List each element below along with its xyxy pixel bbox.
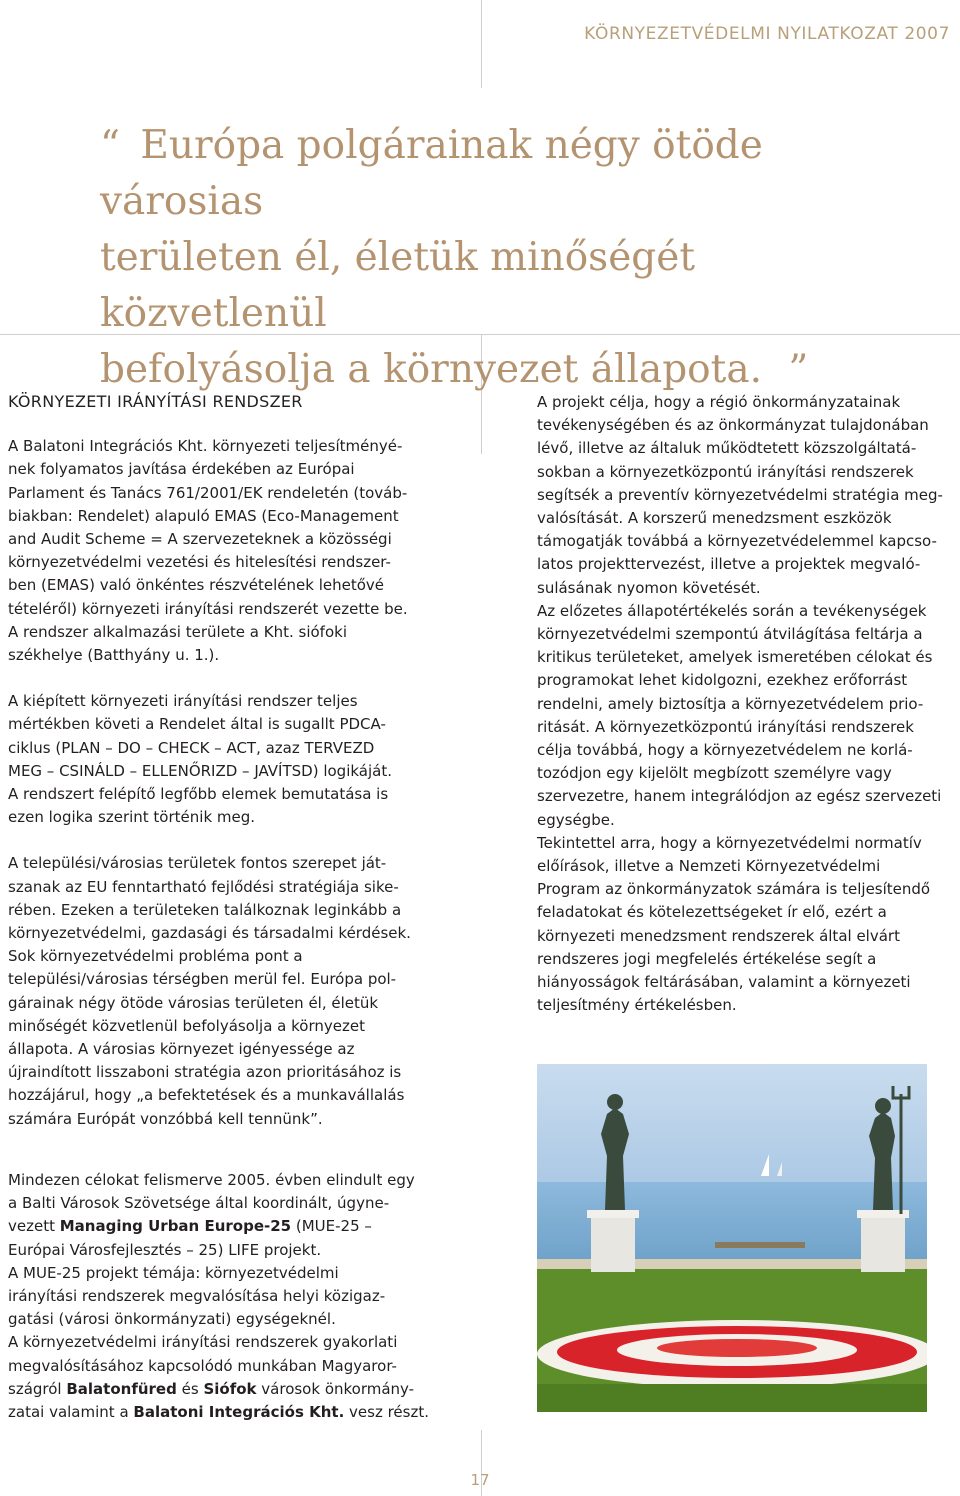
statue-head — [875, 1098, 891, 1114]
text-run: és — [176, 1379, 204, 1398]
text-run: zatai valamint a — [8, 1403, 134, 1422]
text-line: minőségét közvetlenül befolyásolja a környezet — [8, 1016, 365, 1035]
text-line: A MUE-25 projekt témája: környezetvédelmi — [8, 1263, 339, 1282]
sky — [537, 1064, 927, 1194]
text-run: szágról — [8, 1379, 67, 1398]
text-line: biakban: Rendelet) alapuló EMAS (Eco-Management — [8, 506, 399, 525]
top-vertical-rule — [481, 0, 482, 88]
text-line: Parlament és Tanács 761/2001/EK rendeletén (továb- — [8, 483, 408, 502]
text-line: and Audit Scheme = A szervezeteknek a közösségi — [8, 530, 392, 549]
text-line: MEG – CSINÁLD – ELLENŐRIZD – JAVÍTSD) logikáját. — [8, 761, 392, 780]
bench — [715, 1242, 805, 1248]
text-line: újraindított lisszaboni stratégia azon prioritásához is — [8, 1063, 402, 1082]
text-line: programokat lehet kidolgozni, ezekhez erőforrást — [537, 671, 908, 690]
text-line: A környezetvédelmi irányítási rendszerek gyakorlati — [8, 1333, 398, 1352]
bottom-left-column — [8, 1169, 448, 1424]
text-line: tevékenységében és az önkormányzat tulajdonában — [537, 416, 929, 435]
text-line: Tekintettel arra, hogy a környezetvédelmi normatív — [537, 833, 922, 852]
open-quote-mark: “ — [100, 123, 120, 168]
text-line: Az előzetes állapotértékelés során a tevékenységek — [537, 601, 927, 620]
text-line — [8, 1378, 448, 1401]
text-line: irányítási rendszerek megvalósítása helyi közigaz- — [8, 1287, 386, 1306]
text-line: Európai Városfejlesztés – 25) LIFE projekt. — [8, 1240, 322, 1259]
foreground-lawn — [537, 1384, 927, 1412]
text-line — [8, 1215, 448, 1238]
text-line: egységbe. — [537, 810, 615, 829]
text-line: A rendszert felépítő legfőbb elemek bemutatása is — [8, 785, 389, 804]
photo-illustration — [537, 1064, 927, 1412]
text-run: városok önkormány- — [256, 1379, 415, 1398]
text-line: gárainak négy ötöde városias területen él, életük — [8, 993, 379, 1012]
text-line: környezetvédelmi vezetési és hitelesítési rendszer- — [8, 553, 391, 572]
organization-name: Balatoni Integrációs Kht. — [133, 1403, 345, 1422]
text-line: Sok környezetvédelmi probléma pont a — [8, 947, 303, 966]
text-line: gatási (városi önkormányzati) egységeknél. — [8, 1310, 336, 1329]
text-run: (MUE-25 – — [291, 1217, 372, 1236]
city-name: Balatonfüred — [66, 1379, 177, 1398]
text-line: Program az önkormányzatok számára is teljesítendő — [537, 880, 931, 899]
text-line: ritását. A környezetközpontú irányítási rendszerek — [537, 717, 914, 736]
page-number: 17 — [470, 1471, 490, 1489]
project-name: Managing Urban Europe-25 — [59, 1217, 292, 1236]
text-line: ciklus (PLAN – DO – CHECK – ACT, azaz TERVEZD — [8, 738, 375, 757]
text-line: lévő, illetve az általuk működtetett közszolgáltatá- — [537, 439, 917, 458]
text-line: mértékben követi a Rendelet által is sugallt PDCA- — [8, 715, 386, 734]
text-line: hiányosságok feltárásában, valamint a környezeti — [537, 973, 911, 992]
text-line: környezetvédelmi, gazdasági és társadalmi kérdések. — [8, 924, 411, 943]
right-column — [537, 391, 957, 1017]
plinth — [591, 1214, 635, 1272]
pull-quote — [100, 118, 920, 398]
text-line: sokban a környezetközpontú irányítási rendszerek — [537, 462, 914, 481]
left-column — [8, 390, 448, 1131]
text-line: teljesítmény értékelésben. — [537, 996, 737, 1015]
text-run: vesz részt. — [344, 1403, 429, 1422]
text-line: rendelni, amely biztosítja a környezetvédelem prio- — [537, 694, 924, 713]
city-name: Siófok — [203, 1379, 257, 1398]
text-line: valósítását. A korszerű menedzsment eszközök — [537, 509, 892, 528]
plinth — [587, 1210, 639, 1218]
text-line: A települési/városias területek fontos szerepet ját- — [8, 854, 387, 873]
text-line — [8, 1401, 448, 1424]
running-header: KÖRNYEZETVÉDELMI NYILATKOZAT 2007 — [584, 24, 950, 44]
plinth — [861, 1214, 905, 1272]
text-line: kritikus területeket, amelyek ismeretében célokat és — [537, 648, 933, 667]
text-line: rében. Ezeken a területeken találkoznak leginkább a — [8, 900, 402, 919]
text-line: megvalósításához kapcsolódó munkában Magyaror- — [8, 1356, 397, 1375]
lakeside-statues-photo — [537, 1064, 927, 1412]
text-line: A kiépített környezeti irányítási rendszer teljes — [8, 692, 358, 711]
text-line: ben (EMAS) való önkéntes részvételének lehetővé — [8, 576, 384, 595]
text-line: A projekt célja, hogy a régió önkormányzatainak — [537, 393, 901, 411]
close-quote-mark: ” — [788, 347, 809, 392]
paragraph-urban — [8, 852, 448, 1130]
text-line: feladatokat és kötelezettségeket ír elő, ezért a — [537, 903, 887, 922]
statue-head — [607, 1094, 623, 1110]
text-line: segítsék a preventív környezetvédelmi stratégia meg- — [537, 485, 943, 504]
text-line: tételéről) környezeti irányítási rendszerét vezette be. — [8, 599, 408, 618]
paragraph-intro — [8, 435, 448, 667]
text-line: állapota. A városias környezet igényessége az — [8, 1040, 355, 1059]
quote-line: Európa polgárainak négy ötöde városias — [100, 123, 763, 224]
text-line: környezetvédelmi szempontú átvilágítása feltárja a — [537, 625, 923, 644]
text-line: hozzájárul, hogy „a befektetések és a munkavállalás — [8, 1086, 405, 1105]
text-line: támogatják továbbá a környezetvédelemmel kapcso- — [537, 532, 937, 551]
text-line: szervezetre, hanem integrálódjon az egész szervezeti — [537, 787, 942, 806]
text-line: szanak az EU fenntartható fejlődési stratégiája sike- — [8, 877, 399, 896]
flower-bed — [657, 1339, 817, 1357]
text-line: A Balatoni Integrációs Kht. környezeti teljesítményé- — [8, 437, 403, 456]
text-line: nek folyamatos javítása érdekében az Európai — [8, 460, 355, 479]
paragraph-pdca — [8, 690, 448, 829]
text-line: tozódjon egy kijelölt megbízott személyre vagy — [537, 764, 892, 783]
text-line: a Balti Városok Szövetsége által koordinált, úgyne- — [8, 1194, 390, 1213]
text-line: települési/városias térségben merül fel. Európa pol- — [8, 970, 397, 989]
text-run: vezett — [8, 1217, 60, 1236]
text-line: környezeti menedzsment rendszerek által elvárt — [537, 926, 900, 945]
text-line: székhelye (Batthyány u. 1.). — [8, 646, 220, 665]
text-line: A rendszer alkalmazási területe a Kht. siófoki — [8, 622, 347, 641]
text-line: ezen logika szerint történik meg. — [8, 808, 256, 827]
text-line: előírások, illetve a Nemzeti Környezetvédelmi — [537, 857, 881, 876]
text-line: rendszeres jogi megfelelés értékelése segít a — [537, 949, 877, 968]
text-line: latos projekttervezést, illetve a projektek megvaló- — [537, 555, 921, 574]
quote-line: területen él, életük minőségét közvetlenül — [100, 235, 695, 336]
quote-line: befolyásolja a környezet állapota. — [100, 347, 762, 392]
section-title: KÖRNYEZETI IRÁNYÍTÁSI RENDSZER — [8, 392, 303, 411]
text-line: célja továbbá, hogy a környezetvédelem ne korlá- — [537, 741, 913, 760]
text-line: sulásának nyomon követését. — [537, 578, 761, 597]
text-line: Mindezen célokat felismerve 2005. évben elindult egy — [8, 1171, 415, 1189]
text-line: számára Európát vonzóbbá kell tennünk”. — [8, 1109, 323, 1128]
